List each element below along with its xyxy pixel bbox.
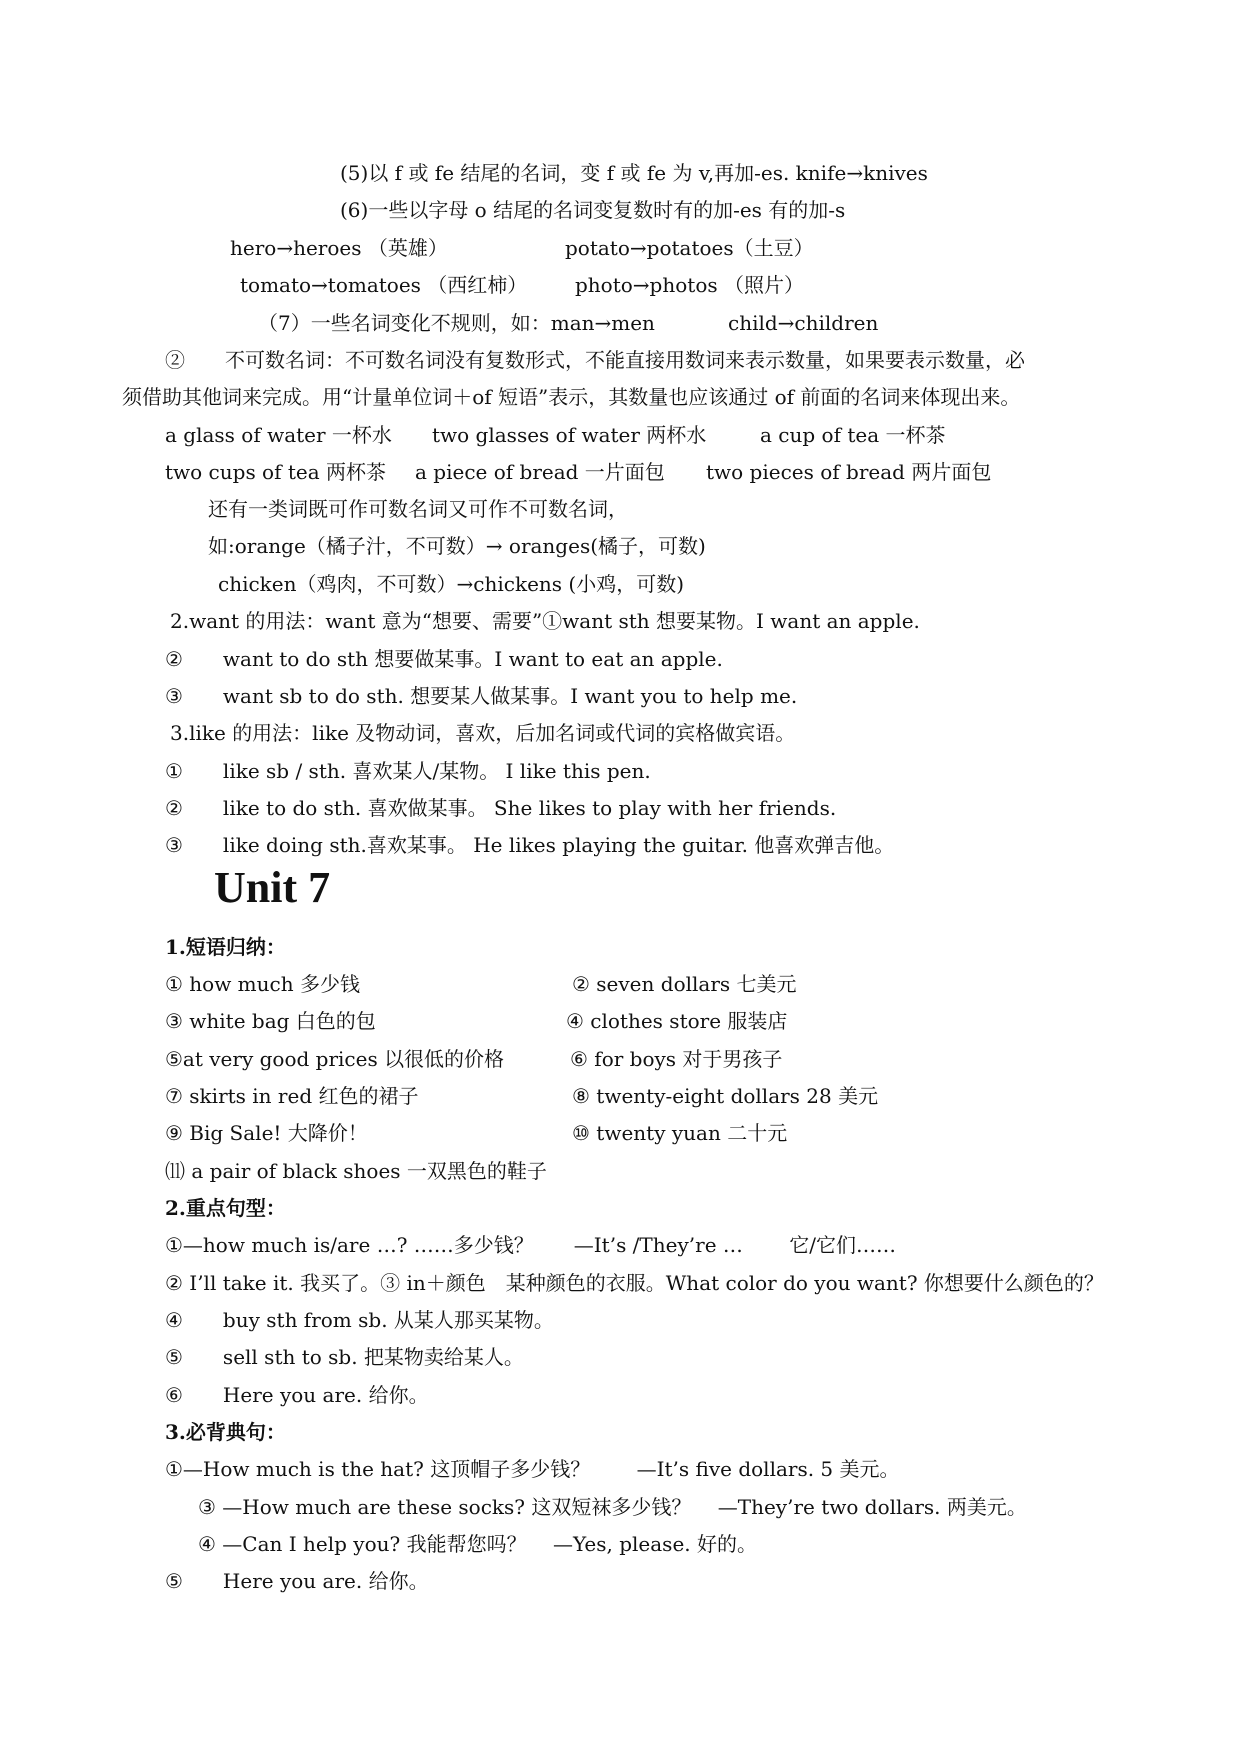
uncountable-line-2: 须借助其他词来完成。用“计量单位词＋of 短语”表示，其数量也应该通过 of 前面的名词来体现出来。 <box>122 385 1021 409</box>
phrases-heading: 1.短语归纳： <box>165 935 286 959</box>
rule-5-line: (5)以 f 或 fe 结尾的名词，变 f 或 fe 为 v,再加-es. knife→knives <box>340 161 928 185</box>
sentence-5: ⑤ sell sth to sb. 把某物卖给某人。 <box>165 1345 524 1369</box>
unit-title: Unit 7 <box>214 863 331 912</box>
phrase-9: ⑨ Big Sale! 大降价！ <box>165 1121 368 1145</box>
sentence-6: ⑥ Here you are. 给你。 <box>165 1383 429 1407</box>
plural-example-potato: potato→potatoes（土豆） <box>565 236 814 260</box>
rule-6-line: (6)一些以字母 o 结尾的名词变复数时有的加-es 有的加-s <box>340 198 846 222</box>
like-item-2: ② like to do sth. 喜欢做某事。 She likes to play with her friends. <box>165 796 837 820</box>
phrase-4: ④ clothes store 服装店 <box>566 1009 788 1033</box>
plural-example-tomato: tomato→tomatoes （西红柿） <box>240 273 528 297</box>
must-sentence-5: ⑤ Here you are. 给你。 <box>165 1569 429 1593</box>
must-sentence-1: ①—How much is the hat? 这顶帽子多少钱？ —It’s five dollars. 5 美元。 <box>165 1457 900 1481</box>
chicken-line: chicken（鸡肉，不可数）→chickens (小鸡，可数) <box>218 572 685 596</box>
phrase-6: ⑥ for boys 对于男孩子 <box>570 1047 783 1071</box>
phrase-8: ⑧ twenty-eight dollars 28 美元 <box>572 1084 879 1108</box>
sentences-heading: 2.重点句型： <box>165 1196 286 1220</box>
measure-a-glass: a glass of water 一杯水 <box>165 423 392 447</box>
phrase-3: ③ white bag 白色的包 <box>165 1009 376 1033</box>
both-kind-line: 还有一类词既可作可数名词又可作不可数名词， <box>208 497 628 521</box>
orange-line: 如:orange（橘子汁，不可数）→ oranges(橘子，可数) <box>208 534 706 558</box>
sentence-1: ①—how much is/are …? ……多少钱？ —It’s /They’re … 它/它们…… <box>165 1233 896 1257</box>
uncountable-line-1: ② 不可数名词：不可数名词没有复数形式，不能直接用数词来表示数量，如果要表示数量，必 <box>165 348 1025 372</box>
measure-two-glasses: two glasses of water 两杯水 <box>432 423 707 447</box>
phrase-2: ② seven dollars 七美元 <box>572 972 797 996</box>
phrase-1: ① how much 多少钱 <box>165 972 360 996</box>
like-title: 3.like 的用法：like 及物动词，喜欢，后加名词或代词的宾格做宾语。 <box>170 721 796 745</box>
like-item-1: ① like sb / sth. 喜欢某人/某物。 I like this pen. <box>165 759 651 783</box>
irregular-line: （7）一些名词变化不规则，如：man→men <box>258 311 655 335</box>
phrase-11: ⑾ a pair of black shoes 一双黑色的鞋子 <box>165 1159 547 1183</box>
measure-two-pieces: two pieces of bread 两片面包 <box>706 460 992 484</box>
must-heading: 3.必背典句： <box>165 1420 286 1444</box>
like-item-3: ③ like doing sth.喜欢某事。 He likes playing the guitar. 他喜欢弹吉他。 <box>165 833 895 857</box>
plural-example-hero: hero→heroes （英雄） <box>230 236 448 260</box>
measure-two-cups: two cups of tea 两杯茶 <box>165 460 387 484</box>
want-title: 2.want 的用法：want 意为“想要、需要”①want sth 想要某物。I want an apple. <box>170 609 920 633</box>
must-sentence-3: ③ —How much are these socks? 这双短袜多少钱？ —They’re two dollars. 两美元。 <box>198 1495 1027 1519</box>
phrase-7: ⑦ skirts in red 红色的裙子 <box>165 1084 419 1108</box>
measure-a-piece: a piece of bread 一片面包 <box>415 460 665 484</box>
measure-a-cup: a cup of tea 一杯茶 <box>760 423 946 447</box>
irregular-child: child→children <box>728 311 879 335</box>
sentence-4: ④ buy sth from sb. 从某人那买某物。 <box>165 1308 554 1332</box>
must-sentence-4: ④ —Can I help you? 我能帮您吗？ —Yes, please. 好的。 <box>198 1532 757 1556</box>
phrase-10: ⑩ twenty yuan 二十元 <box>572 1121 788 1145</box>
sentence-2: ② I’ll take it. 我买了。③ in＋颜色 某种颜色的衣服。What color do you want? 你想要什么颜色的？ <box>165 1271 1104 1295</box>
phrase-5: ⑤at very good prices 以很低的价格 <box>165 1047 505 1071</box>
plural-example-photo: photo→photos （照片） <box>575 273 804 297</box>
want-item-3: ③ want sb to do sth. 想要某人做某事。I want you to help me. <box>165 684 798 708</box>
want-item-2: ② want to do sth 想要做某事。I want to eat an apple. <box>165 647 723 671</box>
